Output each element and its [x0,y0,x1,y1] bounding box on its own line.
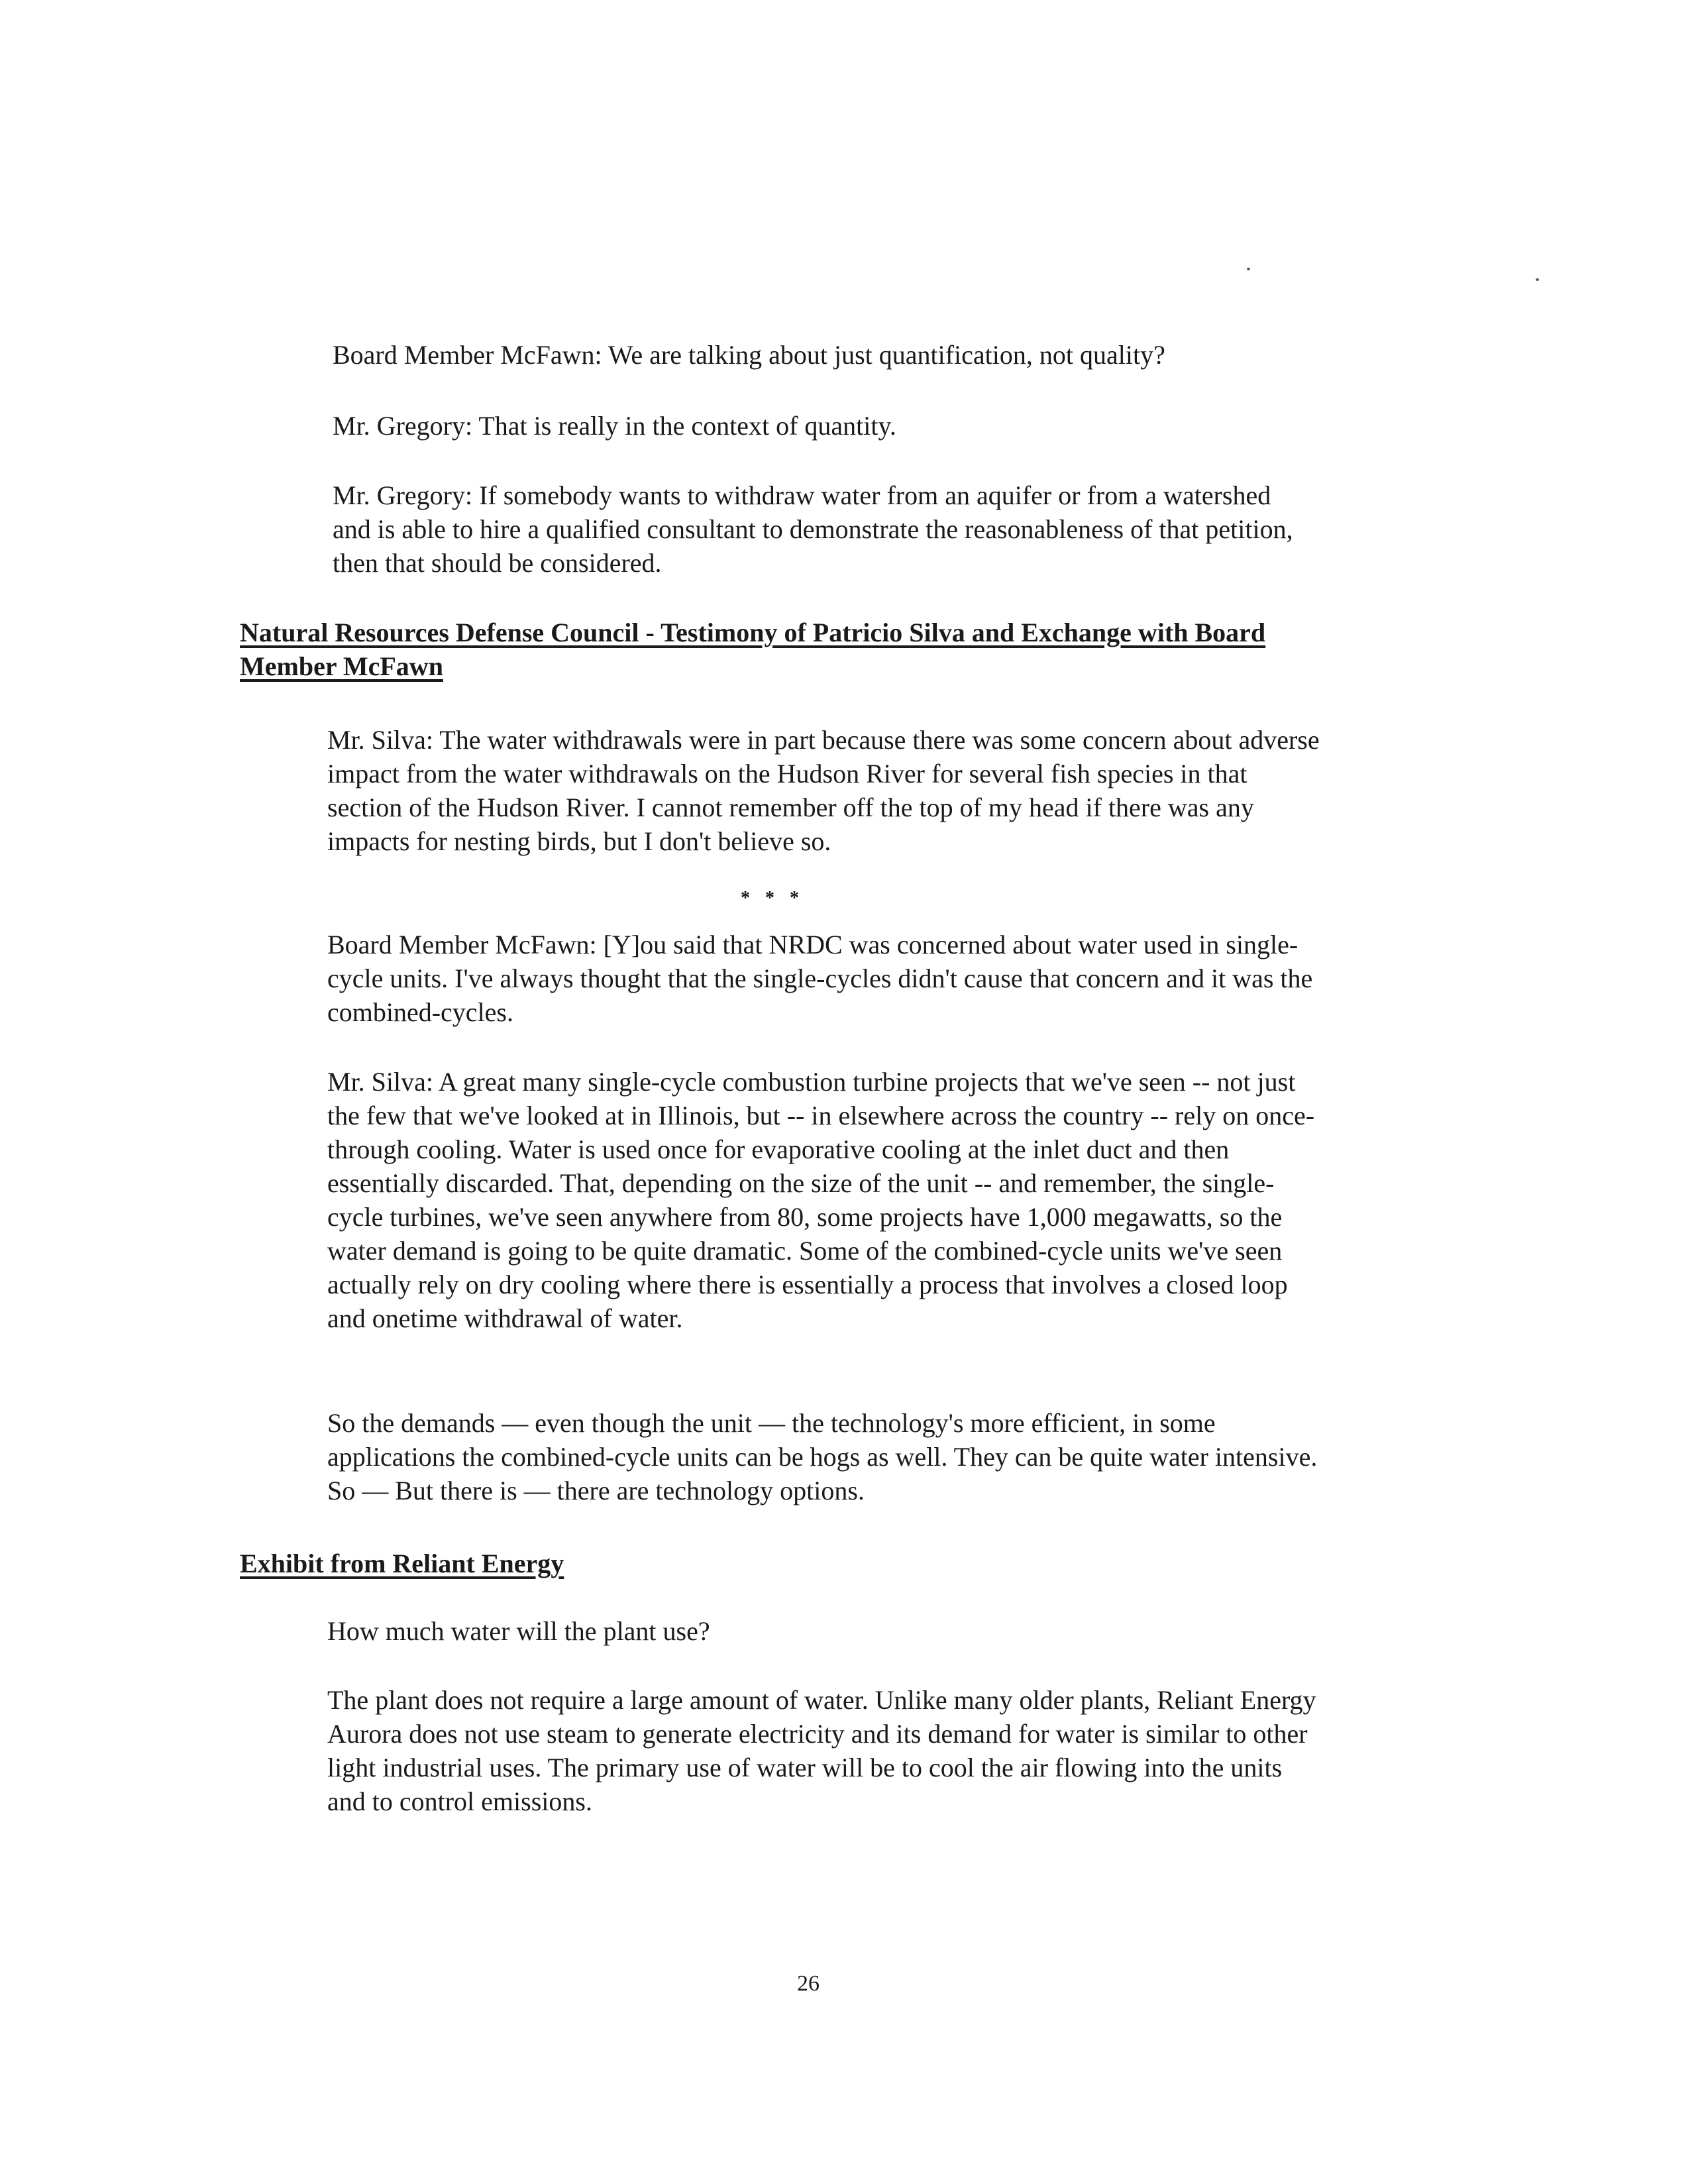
paragraph-gregory-aquifer: Mr. Gregory: If somebody wants to withdraw water from an aquifer or from a watershed and is able to hire a qualified consultant to demonstrate the reasonableness of that petition, then that should be considered. [333,480,1293,578]
paragraph-demands-technology: So the demands — even though the unit — the technology's more efficient, in some applications the combined-cycle units can be hogs as well. They can be quite water intensive. So — But there is — there are technology options. [327,1408,1318,1505]
paragraph-silva-combustion-turbines: Mr. Silva: A great many single-cycle combustion turbine projects that we've seen -- not just the few that we've looked at in Illinois, but -- in elsewhere across the country -- rely on once-through cooling. Water is used once for evaporative cooling at the inlet duct and then essentially discarded. That, depending on the size of the unit -- and remember, the single-cycle turbines, we've seen anywhere from 80, some projects have 1,000 megawatts, so the water demand is going to be quite dramatic. Some of the combined-cycle units we've seen actually rely on dry cooling where there is essentially a process that involves a closed loop and onetime withdrawal of water. [327,1067,1315,1333]
heading-nrdc-testimony: Natural Resources Defense Council - Testimony of Patricio Silva and Exchange with Board Member McFawn [240,618,1266,681]
paragraph-plant-water-answer: The plant does not require a large amount of water. Unlike many older plants, Reliant Energy Aurora does not use steam to generate electricity and its demand for water is similar to other light industrial uses. The primary use of water will be to cool the air flowing into the units and to control emissions. [327,1685,1316,1816]
paragraph-mcfawn-single-cycle: Board Member McFawn: [Y]ou said that NRDC was concerned about water used in single-cycle units. I've always thought that the single-cycles didn't cause that concern and it was the combined-cycles. [327,930,1313,1027]
heading-reliant-exhibit: Exhibit from Reliant Energy [240,1549,564,1578]
paragraph-mcfawn-quantification: Board Member McFawn: We are talking about just quantification, not quality? [333,340,1165,370]
scan-speck [1247,268,1250,270]
scan-speck [1536,278,1539,281]
paragraph-gregory-quantity: Mr. Gregory: That is really in the context of quantity. [333,411,896,441]
paragraph-water-question: How much water will the plant use? [327,1616,710,1646]
section-separator: * * * [741,888,804,908]
page-number: 26 [797,1971,820,1996]
paragraph-silva-withdrawals: Mr. Silva: The water withdrawals were in part because there was some concern about adverse impact from the water withdrawals on the Hudson River for several fish species in that section of the Hudson River. I cannot remember off the top of my head if there was any impacts for nesting birds, but I don't believe so. [327,725,1320,856]
